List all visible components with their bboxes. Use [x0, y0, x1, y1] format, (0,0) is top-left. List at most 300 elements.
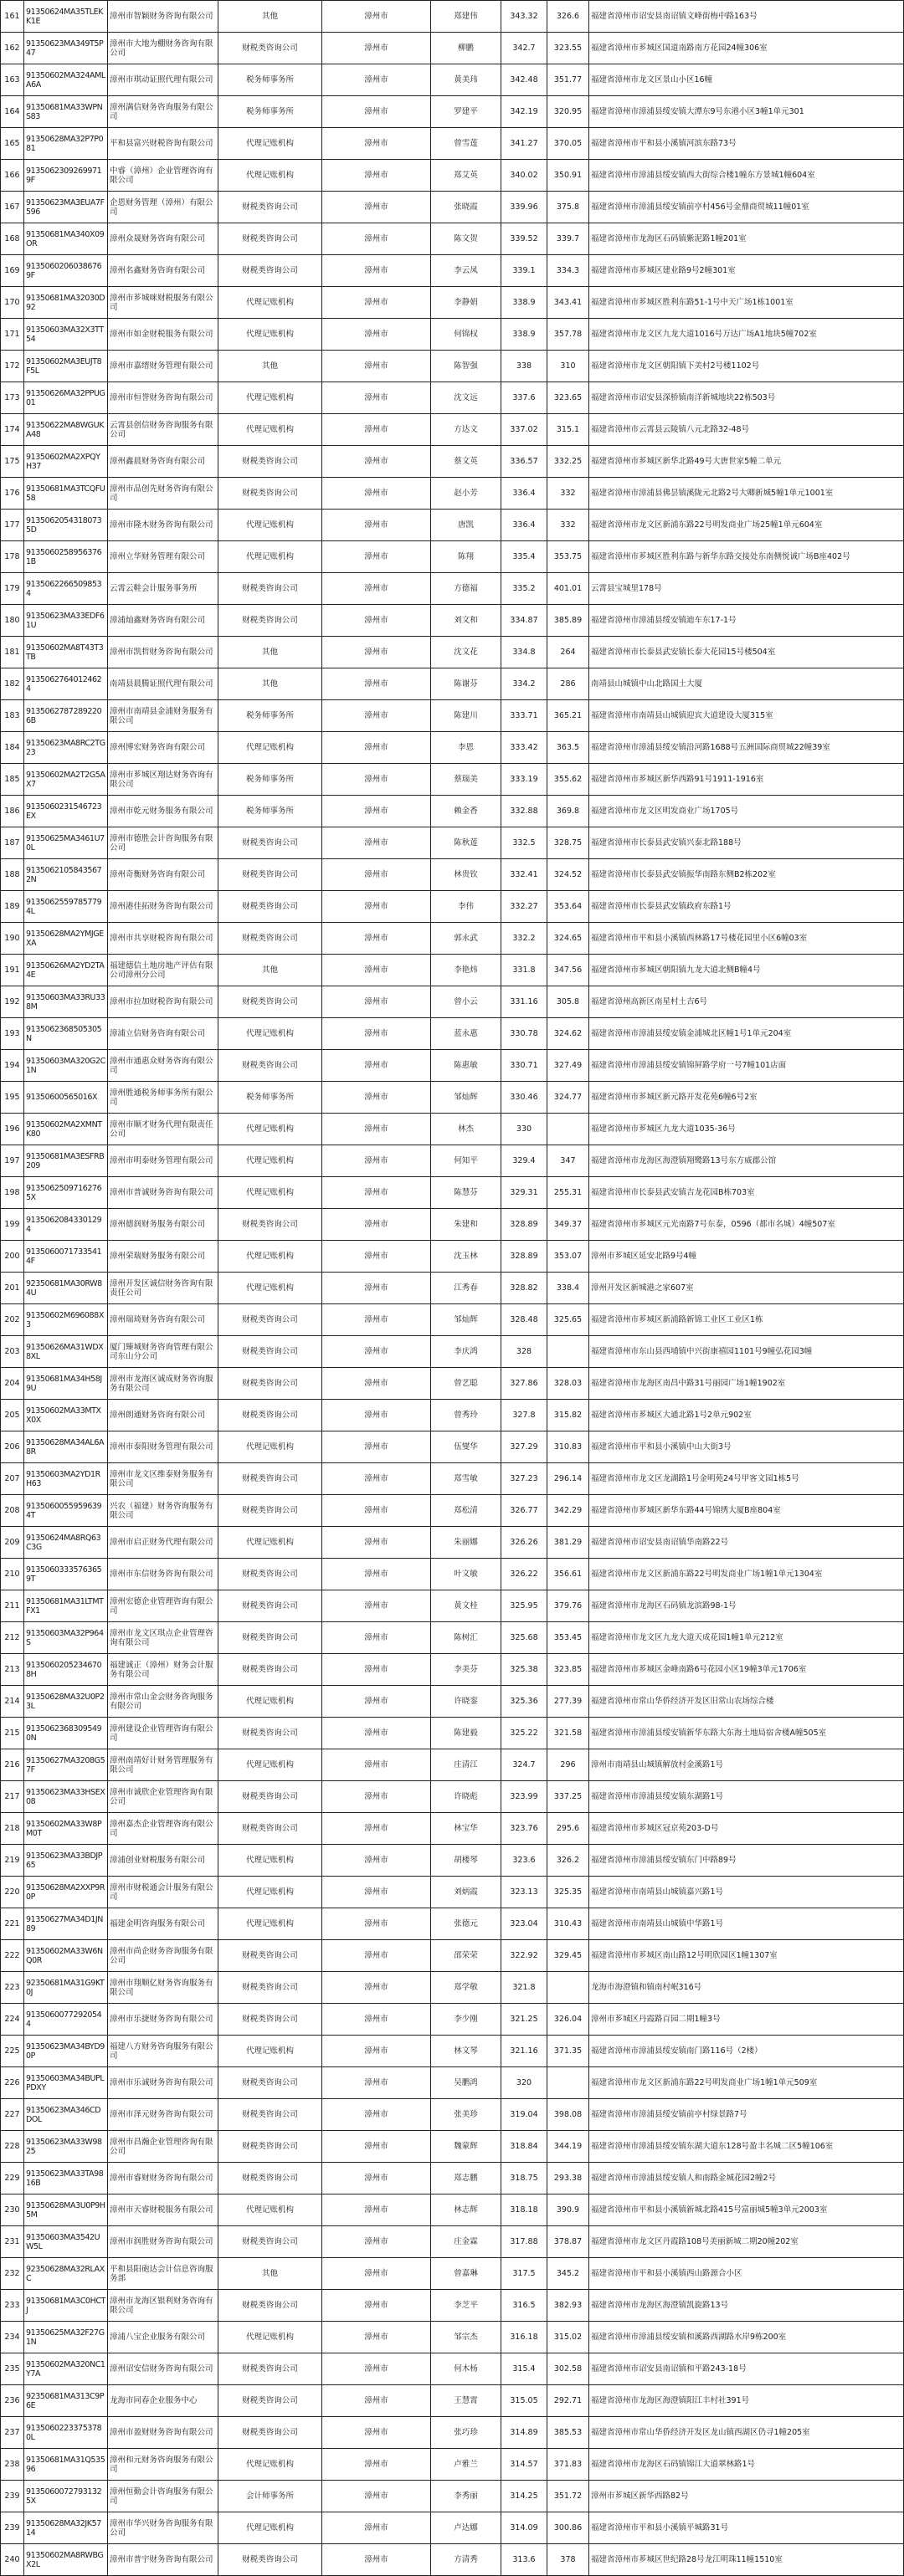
- representative-cell: 王慧霄: [431, 2385, 501, 2417]
- address-cell: 漳州开发区新城港之家607室: [589, 1273, 904, 1304]
- category-cell: 代理记账机构: [218, 1431, 322, 1463]
- representative-cell: 黄文桂: [431, 1590, 501, 1622]
- category-cell: 财税类咨询公司: [218, 1559, 322, 1590]
- score-primary-cell: 318.84: [501, 2131, 547, 2163]
- table-row: [1, 446, 904, 478]
- score-secondary-cell: 378.87: [547, 2226, 589, 2258]
- city-cell: 漳州市: [322, 1368, 431, 1400]
- representative-cell: 李少刚: [431, 2004, 501, 2036]
- address-cell: 福建省漳州市龙文区新浦东路22号明发商业广场1幢1单元1304室: [589, 1559, 904, 1590]
- representative-cell: 卢雅兰: [431, 2449, 501, 2481]
- table-row: [1, 1908, 904, 1940]
- company-name-cell: 漳州市如金财税服务有限公司: [108, 319, 218, 351]
- city-cell: 漳州市: [322, 1749, 431, 1781]
- city-cell: 漳州市: [322, 668, 431, 700]
- city-cell: 漳州市: [322, 192, 431, 223]
- row-number-cell: 231: [1, 2226, 24, 2258]
- city-cell: 漳州市: [322, 859, 431, 891]
- credit-code-cell: 91350623MA34BYD90P: [24, 2036, 108, 2067]
- score-secondary-cell: 315.02: [547, 2322, 589, 2353]
- score-secondary-cell: 295.6: [547, 1813, 589, 1845]
- row-number-cell: 162: [1, 33, 24, 64]
- score-secondary-cell: 320.95: [547, 96, 589, 128]
- table-row: [1, 2481, 904, 2512]
- company-name-cell: 漳州市普宇财务咨询有限公司: [108, 2544, 218, 2576]
- city-cell: 漳州市: [322, 1972, 431, 2004]
- representative-cell: 方德福: [431, 573, 501, 605]
- score-secondary-cell: 379.76: [547, 1590, 589, 1622]
- row-number-cell: 205: [1, 1400, 24, 1431]
- address-cell: 福建省漳州市常山华侨经济开发区龙山镇西湖区仍寻1幢205室: [589, 2417, 904, 2449]
- row-number-cell: 225: [1, 2036, 24, 2067]
- table-row: [1, 859, 904, 891]
- score-primary-cell: 314.09: [501, 2512, 547, 2544]
- row-number-cell: 195: [1, 1082, 24, 1114]
- company-name-cell: 漳州市普诚财务咨询有限公司: [108, 1177, 218, 1209]
- table-row: [1, 1145, 904, 1177]
- score-primary-cell: 325.38: [501, 1654, 547, 1686]
- table-row: [1, 1781, 904, 1813]
- credit-code-cell: 91350681MA31LTMTFX1: [24, 1590, 108, 1622]
- company-name-cell: 云霄县创信财务咨询服务有限公司: [108, 414, 218, 446]
- category-cell: 代理记账机构: [218, 128, 322, 160]
- credit-code-cell: 91350602MA2XMNTK80: [24, 1114, 108, 1145]
- company-name-cell: 漳州市凯哲财务咨询有限公司: [108, 637, 218, 668]
- table-row: [1, 796, 904, 827]
- credit-code-cell: 91350602MA33MTXX0X: [24, 1400, 108, 1431]
- credit-code-cell: 91350602MA33W8PM0T: [24, 1813, 108, 1845]
- table-row: [1, 33, 904, 64]
- address-cell: 漳州市南靖县山城镇解放村金溪路1号: [589, 1749, 904, 1781]
- company-name-cell: 漳州诏安信财务咨询有限公司: [108, 2353, 218, 2385]
- score-primary-cell: 338.9: [501, 287, 547, 319]
- address-cell: 福建省漳州市长泰县武安镇长泰大花园15号楼504室: [589, 637, 904, 668]
- score-secondary-cell: 327.49: [547, 1050, 589, 1082]
- company-name-cell: 漳州市龙海区诚成财务咨询服务有限公司: [108, 1368, 218, 1400]
- table-row: [1, 1368, 904, 1400]
- company-name-cell: 漳州市东信财务咨询有限公司: [108, 1559, 218, 1590]
- representative-cell: 沈文远: [431, 382, 501, 414]
- score-primary-cell: 328.82: [501, 1273, 547, 1304]
- score-primary-cell: 338.9: [501, 319, 547, 351]
- representative-cell: 郑志鹏: [431, 2163, 501, 2194]
- city-cell: 漳州市: [322, 414, 431, 446]
- score-secondary-cell: 371.35: [547, 2036, 589, 2067]
- score-secondary-cell: 334.3: [547, 255, 589, 287]
- score-primary-cell: 318.18: [501, 2194, 547, 2226]
- city-cell: 漳州市: [322, 1495, 431, 1527]
- city-cell: 漳州市: [322, 1241, 431, 1273]
- row-number-cell: 240: [1, 2544, 24, 2576]
- address-cell: 福建省漳州市长泰县武安镇振华南路东侧B2栋202室: [589, 859, 904, 891]
- city-cell: 漳州市: [322, 764, 431, 796]
- city-cell: 漳州市: [322, 64, 431, 96]
- credit-code-cell: 91350681MA32030D92: [24, 287, 108, 319]
- score-primary-cell: 342.7: [501, 33, 547, 64]
- table-row: [1, 2099, 904, 2131]
- table-row: [1, 700, 904, 732]
- score-secondary-cell: 321.58: [547, 1718, 589, 1749]
- company-name-cell: 漳州嘉杰企业管理咨询有限公司: [108, 1813, 218, 1845]
- score-secondary-cell: 310.83: [547, 1431, 589, 1463]
- address-cell: 福建省漳州市龙文区景山小区16幢: [589, 64, 904, 96]
- row-number-cell: 186: [1, 796, 24, 827]
- city-cell: 漳州市: [322, 128, 431, 160]
- company-name-cell: 漳州立华财务管理有限公司: [108, 541, 218, 573]
- category-cell: 代理记账机构: [218, 1845, 322, 1877]
- score-secondary-cell: 329.45: [547, 1940, 589, 1972]
- representative-cell: 黄美玮: [431, 64, 501, 96]
- table-row: [1, 1304, 904, 1336]
- address-cell: 福建省漳州市芗城区新浦路新锦工业区工业区1栋: [589, 1304, 904, 1336]
- category-cell: 财税类咨询公司: [218, 1590, 322, 1622]
- table-row: [1, 1972, 904, 2004]
- city-cell: 漳州市: [322, 1082, 431, 1114]
- category-cell: 财税类咨询公司: [218, 859, 322, 891]
- table-row: [1, 1527, 904, 1559]
- credit-code-cell: 91350602060386769F: [24, 255, 108, 287]
- company-name-cell: 漳州荣瑞财务服务有限公司: [108, 1241, 218, 1273]
- credit-code-cell: 91350603MA32P964S: [24, 1622, 108, 1654]
- category-cell: 财税类咨询公司: [218, 1972, 322, 2004]
- table-row: [1, 2512, 904, 2544]
- score-primary-cell: 313.6: [501, 2544, 547, 2576]
- score-secondary-cell: 328.03: [547, 1368, 589, 1400]
- score-primary-cell: 339.52: [501, 223, 547, 255]
- score-secondary-cell: 351.77: [547, 64, 589, 96]
- city-cell: 漳州市: [322, 1304, 431, 1336]
- table-row: [1, 478, 904, 510]
- address-cell: 福建省漳州市芗城区胜利东路与新华东路交接处东南侧悦诚广场B座402号: [589, 541, 904, 573]
- table-body: [1, 1, 904, 2576]
- row-number-cell: 218: [1, 1813, 24, 1845]
- score-secondary-cell: [547, 1336, 589, 1368]
- address-cell: 福建省漳州市诏安县南诏镇文峰街梅中路163号: [589, 1, 904, 33]
- category-cell: 财税类咨询公司: [218, 1209, 322, 1241]
- category-cell: 代理记账机构: [218, 382, 322, 414]
- credit-code-cell: 91350681MA340X09OR: [24, 223, 108, 255]
- credit-code-cell: 92350628MA32RLAXC: [24, 2258, 108, 2290]
- category-cell: 代理记账机构: [218, 2322, 322, 2353]
- category-cell: 财税类咨询公司: [218, 2131, 322, 2163]
- credit-code-cell: 91350602233753780L: [24, 2417, 108, 2449]
- table-row: [1, 2385, 904, 2417]
- credit-code-cell: 91350625097162765X: [24, 1177, 108, 1209]
- row-number-cell: 166: [1, 160, 24, 192]
- category-cell: 财税类咨询公司: [218, 2163, 322, 2194]
- representative-cell: 李静娟: [431, 287, 501, 319]
- category-cell: 财税类咨询公司: [218, 33, 322, 64]
- score-primary-cell: 327.8: [501, 1400, 547, 1431]
- city-cell: 漳州市: [322, 986, 431, 1018]
- address-cell: 福建省漳州市漳浦县绥安镇东门中路89号: [589, 1845, 904, 1877]
- credit-code-cell: 91350627MA3208G57F: [24, 1749, 108, 1781]
- score-primary-cell: 314.57: [501, 2449, 547, 2481]
- score-primary-cell: 323.13: [501, 1877, 547, 1908]
- representative-cell: 沈文花: [431, 637, 501, 668]
- city-cell: 漳州市: [322, 1940, 431, 1972]
- credit-code-cell: 91350621058435672N: [24, 859, 108, 891]
- city-cell: 漳州市: [322, 2481, 431, 2512]
- table-row: [1, 1749, 904, 1781]
- category-cell: 代理记账机构: [218, 541, 322, 573]
- company-name-cell: 漳州开发区诚信财务咨询有限责任公司: [108, 1273, 218, 1304]
- score-secondary-cell: 339.7: [547, 223, 589, 255]
- credit-code-cell: 91350623092699719F: [24, 160, 108, 192]
- company-name-cell: 漳州市芗城咪财税服务有限公司: [108, 287, 218, 319]
- score-secondary-cell: 328.75: [547, 827, 589, 859]
- category-cell: 代理记账机构: [218, 1527, 322, 1559]
- credit-code-cell: 91350681MA3C0HCTJ: [24, 2290, 108, 2322]
- score-secondary-cell: 343.41: [547, 287, 589, 319]
- row-number-cell: 172: [1, 351, 24, 382]
- score-primary-cell: 326.26: [501, 1527, 547, 1559]
- score-primary-cell: 329.31: [501, 1177, 547, 1209]
- credit-code-cell: 91350628MA2XXP9R0P: [24, 1877, 108, 1908]
- score-primary-cell: 317.88: [501, 2226, 547, 2258]
- company-name-cell: 漳州市乐诚财务咨询有限公司: [108, 2067, 218, 2099]
- category-cell: 代理记账机构: [218, 1114, 322, 1145]
- score-primary-cell: 336.57: [501, 446, 547, 478]
- representative-cell: 蓝永惠: [431, 1018, 501, 1050]
- row-number-cell: 235: [1, 2353, 24, 2385]
- table-row: [1, 573, 904, 605]
- category-cell: 财税类咨询公司: [218, 446, 322, 478]
- score-primary-cell: 314.89: [501, 2417, 547, 2449]
- table-row: [1, 1654, 904, 1686]
- city-cell: 漳州市: [322, 1654, 431, 1686]
- company-name-cell: 漳州南靖好计财务管理服务有限公司: [108, 1749, 218, 1781]
- score-secondary-cell: 353.75: [547, 541, 589, 573]
- credit-code-cell: 91350627640124624: [24, 668, 108, 700]
- representative-cell: 李伟: [431, 891, 501, 923]
- table-row: [1, 1336, 904, 1368]
- credit-code-cell: 91350600559596394T: [24, 1495, 108, 1527]
- company-name-cell: 漳州市芗城区翔达财务咨询有限公司: [108, 764, 218, 796]
- company-name-cell: 漳州建设企业管理咨询有限公司: [108, 1718, 218, 1749]
- row-number-cell: 192: [1, 986, 24, 1018]
- address-cell: 福建省漳州市漳浦县绥安镇西大街综合楼1幢东方景城1幢604室: [589, 160, 904, 192]
- representative-cell: 张德元: [431, 1908, 501, 1940]
- category-cell: 代理记账机构: [218, 1749, 322, 1781]
- address-cell: 福建省漳州市芗城区南山路12号明欣园区1幢1307室: [589, 1940, 904, 1972]
- city-cell: 漳州市: [322, 2544, 431, 2576]
- credit-code-cell: 91350603MA3542UW5L: [24, 2226, 108, 2258]
- company-name-cell: 漳州市昌瀚企业管理咨询有限公司: [108, 2131, 218, 2163]
- credit-code-cell: 9135060231546723EX: [24, 796, 108, 827]
- row-number-cell: 168: [1, 223, 24, 255]
- row-number-cell: 234: [1, 2322, 24, 2353]
- address-cell: 福建省漳州市漳浦县绥安镇大潭东9号东港小区3幢1单元301: [589, 96, 904, 128]
- score-primary-cell: 315.4: [501, 2353, 547, 2385]
- score-primary-cell: 325.22: [501, 1718, 547, 1749]
- category-cell: 代理记账机构: [218, 2512, 322, 2544]
- score-primary-cell: 325.36: [501, 1686, 547, 1718]
- score-primary-cell: 343.32: [501, 1, 547, 33]
- representative-cell: 曾雪莲: [431, 128, 501, 160]
- credit-code-cell: 91350623MA346CDDOL: [24, 2099, 108, 2131]
- city-cell: 漳州市: [322, 2036, 431, 2067]
- category-cell: 财税类咨询公司: [218, 1304, 322, 1336]
- representative-cell: 曾秀玲: [431, 1400, 501, 1431]
- row-number-cell: 173: [1, 382, 24, 414]
- representative-cell: 郑建伟: [431, 1, 501, 33]
- company-name-cell: 漳浦立信财务咨询有限公司: [108, 1018, 218, 1050]
- company-name-cell: 福建金明咨询服务有限公司: [108, 1908, 218, 1940]
- row-number-cell: 217: [1, 1781, 24, 1813]
- credit-code-cell: 91350628MA2YMJGEXA: [24, 923, 108, 955]
- score-secondary-cell: 378: [547, 2544, 589, 2576]
- representative-cell: 邵荣荣: [431, 1940, 501, 1972]
- representative-cell: 何知平: [431, 1145, 501, 1177]
- category-cell: 财税类咨询公司: [218, 1781, 322, 1813]
- credit-code-cell: 91350600772920544: [24, 2004, 108, 2036]
- company-name-cell: 漳州市品创先财务咨询有限公司: [108, 478, 218, 510]
- row-number-cell: 208: [1, 1495, 24, 1527]
- address-cell: 福建省漳州市龙海区南昌中路31号丽园广场1幢1902室: [589, 1368, 904, 1400]
- row-number-cell: 209: [1, 1527, 24, 1559]
- category-cell: 财税类咨询公司: [218, 605, 322, 637]
- row-number-cell: 171: [1, 319, 24, 351]
- address-cell: 福建省漳州市龙海区石码镇锦江大道翠林路1号: [589, 2449, 904, 2481]
- row-number-cell: 201: [1, 1273, 24, 1304]
- category-cell: 代理记账机构: [218, 1177, 322, 1209]
- score-primary-cell: 321.25: [501, 2004, 547, 2036]
- score-secondary-cell: 353.45: [547, 1622, 589, 1654]
- representative-cell: 李庆鸿: [431, 1336, 501, 1368]
- representative-cell: 郑学敬: [431, 1972, 501, 2004]
- company-name-cell: 云霄云鞋会计服务事务所: [108, 573, 218, 605]
- credit-code-cell: 91350623MA3EUA7F596: [24, 192, 108, 223]
- row-number-cell: 204: [1, 1368, 24, 1400]
- score-secondary-cell: 324.62: [547, 1018, 589, 1050]
- row-number-cell: 176: [1, 478, 24, 510]
- company-name-cell: 漳州市南靖县金浦财务服务有限公司: [108, 700, 218, 732]
- credit-code-cell: 91350623MA349T5P47: [24, 33, 108, 64]
- score-primary-cell: 333.71: [501, 700, 547, 732]
- row-number-cell: 214: [1, 1686, 24, 1718]
- representative-cell: 曾艺聪: [431, 1368, 501, 1400]
- table-row: [1, 2449, 904, 2481]
- category-cell: 财税类咨询公司: [218, 1622, 322, 1654]
- address-cell: 福建省漳州市南靖县山城镇中华路1号: [589, 1908, 904, 1940]
- city-cell: 漳州市: [322, 2067, 431, 2099]
- company-name-cell: 漳州市润胜财务咨询有限公司: [108, 2226, 218, 2258]
- table-row: [1, 96, 904, 128]
- table-row: [1, 128, 904, 160]
- row-number-cell: 177: [1, 510, 24, 541]
- row-number-cell: 183: [1, 700, 24, 732]
- representative-cell: 叶文敏: [431, 1559, 501, 1590]
- row-number-cell: 178: [1, 541, 24, 573]
- table-row: [1, 2258, 904, 2290]
- category-cell: 财税类咨询公司: [218, 986, 322, 1018]
- score-primary-cell: 332.88: [501, 796, 547, 827]
- credit-code-cell: 91350681MA3ESFRB209: [24, 1145, 108, 1177]
- address-cell: 福建省漳州市平和县小溪镇西山路源合小区: [589, 2258, 904, 2290]
- row-number-cell: 198: [1, 1177, 24, 1209]
- representative-cell: 吴鹏鸿: [431, 2067, 501, 2099]
- category-cell: 代理记账机构: [218, 732, 322, 764]
- row-number-cell: 233: [1, 2290, 24, 2322]
- row-number-cell: 219: [1, 1845, 24, 1877]
- representative-cell: 邹灿辉: [431, 1082, 501, 1114]
- representative-cell: 刘文和: [431, 605, 501, 637]
- row-number-cell: 175: [1, 446, 24, 478]
- city-cell: 漳州市: [322, 923, 431, 955]
- company-name-cell: 漳州市财税通会计服务有限公司: [108, 1877, 218, 1908]
- table-row: [1, 2226, 904, 2258]
- category-cell: 代理记账机构: [218, 1145, 322, 1177]
- score-secondary-cell: 315.82: [547, 1400, 589, 1431]
- score-secondary-cell: 390.9: [547, 2194, 589, 2226]
- score-secondary-cell: 351.72: [547, 2481, 589, 2512]
- representative-cell: 方清秀: [431, 2544, 501, 2576]
- category-cell: 财税类咨询公司: [218, 2290, 322, 2322]
- credit-code-cell: 91350602MA33W6NQ0R: [24, 1940, 108, 1972]
- address-cell: 福建省漳州市漳浦县绥安镇金浦城北区幢1号1单元204室: [589, 1018, 904, 1050]
- address-cell: 福建省漳州市常山华侨经济开发区旧常山农场综合楼: [589, 1686, 904, 1718]
- score-primary-cell: 332.2: [501, 923, 547, 955]
- category-cell: 其他: [218, 668, 322, 700]
- city-cell: 漳州市: [322, 1018, 431, 1050]
- company-name-cell: 平和县阳砲达会计信息咨询服务部: [108, 2258, 218, 2290]
- row-number-cell: 193: [1, 1018, 24, 1050]
- row-number-cell: 220: [1, 1877, 24, 1908]
- representative-cell: 许晓彪: [431, 1781, 501, 1813]
- table-row: [1, 1, 904, 33]
- representative-cell: 蔡瑞美: [431, 764, 501, 796]
- representative-cell: 方达文: [431, 414, 501, 446]
- city-cell: 漳州市: [322, 1400, 431, 1431]
- score-primary-cell: 314.25: [501, 2481, 547, 2512]
- score-primary-cell: 330.71: [501, 1050, 547, 1082]
- table-row: [1, 732, 904, 764]
- score-secondary-cell: 371.83: [547, 2449, 589, 2481]
- row-number-cell: 213: [1, 1654, 24, 1686]
- category-cell: 财税类咨询公司: [218, 1463, 322, 1495]
- score-secondary-cell: 326.2: [547, 1845, 589, 1877]
- city-cell: 漳州市: [322, 287, 431, 319]
- representative-cell: 刘炳霞: [431, 1877, 501, 1908]
- score-secondary-cell: 323.55: [547, 33, 589, 64]
- score-primary-cell: 321.8: [501, 1972, 547, 2004]
- representative-cell: 李云凤: [431, 255, 501, 287]
- company-name-cell: 漳州宏德企业管理咨询有限公司: [108, 1590, 218, 1622]
- category-cell: 财税类咨询公司: [218, 2417, 322, 2449]
- company-name-cell: 漳州市乐捷财务咨询有限公司: [108, 2004, 218, 2036]
- credit-code-cell: 91350600717335414F: [24, 1241, 108, 1273]
- score-primary-cell: 336.4: [501, 478, 547, 510]
- score-primary-cell: 324.7: [501, 1749, 547, 1781]
- score-primary-cell: 335.2: [501, 573, 547, 605]
- company-name-cell: 漳州市尚企财务咨询服务有限公司: [108, 1940, 218, 1972]
- score-primary-cell: 323.76: [501, 1813, 547, 1845]
- category-cell: 财税类咨询公司: [218, 1718, 322, 1749]
- credit-code-cell: 91350681MA33WPNS83: [24, 96, 108, 128]
- city-cell: 漳州市: [322, 1, 431, 33]
- score-primary-cell: 325.95: [501, 1590, 547, 1622]
- score-secondary-cell: 381.29: [547, 1527, 589, 1559]
- city-cell: 漳州市: [322, 1336, 431, 1368]
- score-secondary-cell: 350.91: [547, 160, 589, 192]
- table-row: [1, 2131, 904, 2163]
- company-name-cell: 漳州瑞琦财务咨询有限公司: [108, 1304, 218, 1336]
- representative-cell: 林贵钦: [431, 859, 501, 891]
- score-secondary-cell: 401.01: [547, 573, 589, 605]
- score-primary-cell: 328.89: [501, 1241, 547, 1273]
- category-cell: 财税类咨询公司: [218, 255, 322, 287]
